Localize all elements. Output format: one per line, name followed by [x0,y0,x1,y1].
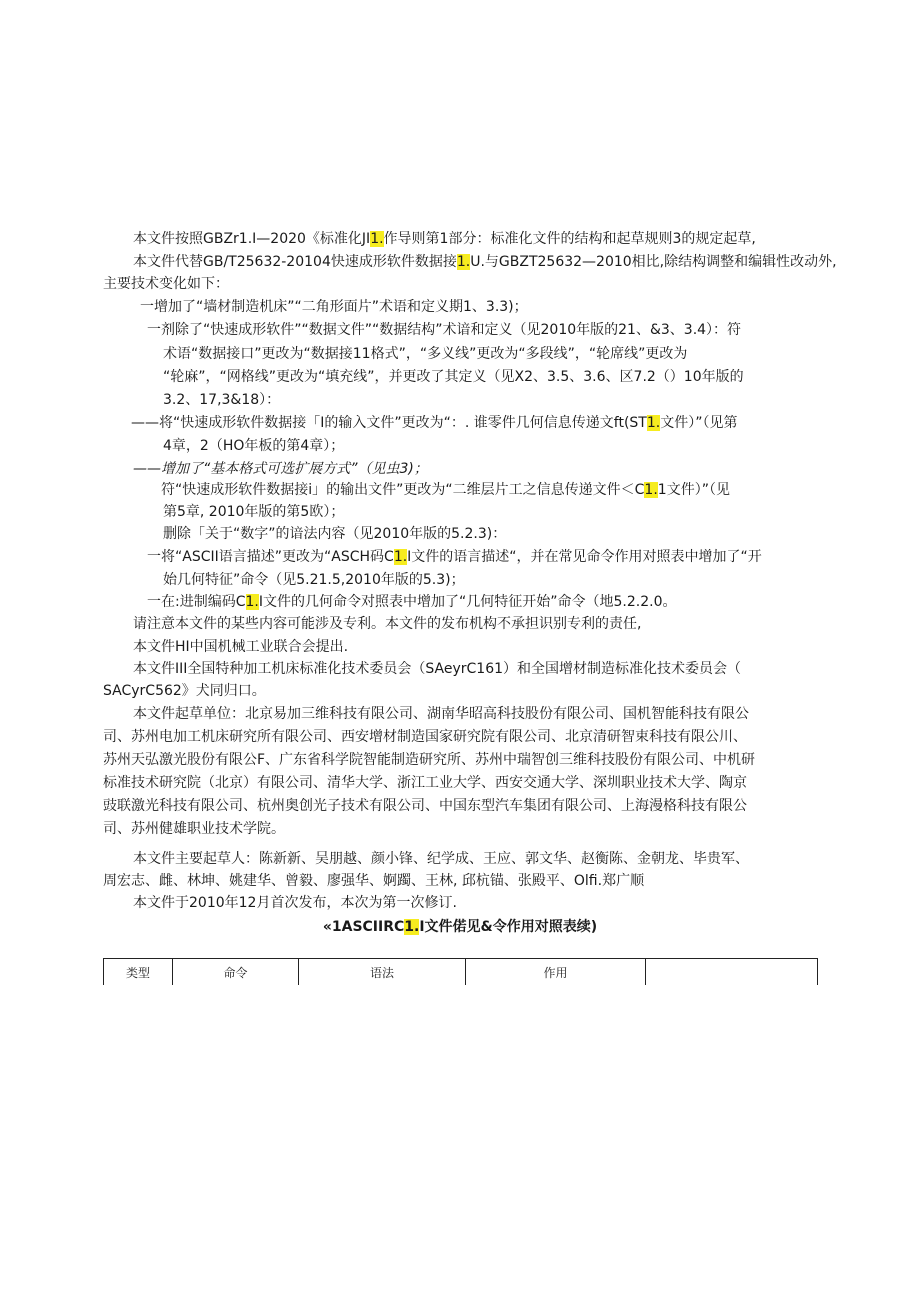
table-title: «1ASCIIRC1.I文件偌见&令作用对照表续) [322,919,598,935]
change-item-6: 删除「关于“数字”的谙法内容（见2010年版的5.2.3)： [163,526,507,542]
drafting-units-line-1: 本文件起草单位：北京易加三维科技有限公司、湖南华昭高科技股份有限公司、国机智能科技有限公 [133,706,749,722]
highlight-mark: 1. [245,594,259,610]
proposer-note: 本文件HI中国机械工业联合会提出. [133,639,349,655]
change-item-2-line-2: 术语“数据接口”更改为“数据接11格式”，“多义线”更改为“多段线”，“轮席线”更改为 [163,346,688,362]
highlight-mark: 1. [404,919,420,935]
change-item-7-line-2: 始几何特征”命令（见5.21.5,2010年版的5.3)； [163,572,465,588]
table-header-row [104,959,818,986]
intro-line-3: 主要技术变化如下： [103,276,229,292]
committee-note-line-2: SACyrC562》犬同归口。 [103,683,266,699]
highlight-mark: 1. [644,482,658,498]
drafting-units-line-4: 标准技术研究院（北京）有限公司、清华大学、浙江工业大学、西安交通大学、深圳职业技术大学、陶京 [103,775,747,791]
header-blank [646,959,818,986]
header-type: 类型 [104,959,173,986]
change-item-3-line-1: ——将“快速成形软件数据接「I的输入文件”更改为“：. 谁零件几何信息传递文ft(ST1.文件）”（见第 [131,415,738,431]
drafting-units-line-3: 苏州天弘激光股份有限公F、广东省科学院智能制造研究所、苏州中瑞智创三维科技股份有限公司、中机研 [103,752,756,768]
revision-history: 本文件于2010年12月首次发布，本次为第一次修订. [133,895,457,911]
drafters-line-2: 周宏志、雌、林坤、姚建华、曾毅、廖强华、婀躅、王林, 邱杭锚、张殿平、Olfi.郑广顺 [103,873,645,889]
change-item-2-line-3: “轮麻”，“网格线”更改为“填充线”，并更改了其定义（见X2、3.5、3.6、区7.2（）10年版的 [163,369,744,385]
committee-note-line-1: 本文件III全国特种加工机床标准化技术委员会（SAeyrC161）和全国增材制造标准化技术委员会（ [133,661,742,677]
intro-line-2: 本文件代替GB/T25632-20104快速成形软件数据接1.U.与GBZT25632—2010相比,除结构调整和编辑性改动外, [133,254,837,270]
change-item-4: ——增加了“基本格式可选扩展方式”（见虫3)； [133,461,428,477]
drafting-units-line-5: 豉联激光科技有限公司、杭州奥创光子技术有限公司、中国东型汽车集团有限公司、上海漫格科技有限公 [103,798,747,814]
change-item-2-line-4: 3.2、17,3&18）： [163,392,281,408]
change-item-1: 一增加了“墙材制造机床”“二角形面片”术语和定义期1、3.3)； [140,299,528,315]
command-table [103,958,818,985]
drafters-line-1: 本文件主要起草人：陈新新、吴朋越、颜小锋、纪学成、王应、郭文华、赵衡陈、金朝龙、毕贵军、 [133,851,749,867]
header-syntax: 语法 [299,959,466,986]
change-item-7-line-1: 一将“ASCII语言描述”更改为“ASCH码C1.I文件的语言描述“，并在常见命令作用对照表中增加了“开 [147,549,762,565]
highlight-mark: 1. [456,254,471,270]
patent-note: 请注意本文件的某些内容可能涉及专利。本文件的发布机构不承担识别专利的责任, [133,616,642,632]
intro-line-1: 本文件按照GBZr1.I—2020《标准化JI1.作导则第1部分：标准化文件的结构和起草规则3的规定起草, [133,231,756,247]
highlight-mark: 1. [646,415,661,431]
highlight-mark: 1. [370,231,384,247]
highlight-mark: 1. [393,549,408,565]
change-item-5-line-1: 符“快速成形软件数据接i」的输出文件”更改为“二维层片工之信息传递文件＜C1.1文件）”（见 [161,482,730,498]
change-item-5-line-2: 第5章, 2010年版的第5欧）； [163,504,345,520]
drafting-units-line-2: 司、苏州电加工机床研究所有限公司、西安增材制造国家研究院有限公司、北京清研智束科技有限公川、 [103,729,747,745]
drafting-units-line-6: 司、苏州健雄职业技术学院。 [103,821,285,837]
change-item-8: 一在:进制编码C1.I文件的几何命令对照表中增加了“几何特征开始”命令（地5.2.2.0。 [147,594,677,610]
change-item-3-line-2: 4章，2（HO年板的第4章）； [163,438,345,454]
header-function: 作用 [466,959,646,986]
change-item-2-line-1: 一剂除了“快速成形软件”“数据文件”“数据结构”术谙和定义（见2010年版的21、&3、3.4）：符 [147,322,742,338]
header-command: 命令 [173,959,299,986]
